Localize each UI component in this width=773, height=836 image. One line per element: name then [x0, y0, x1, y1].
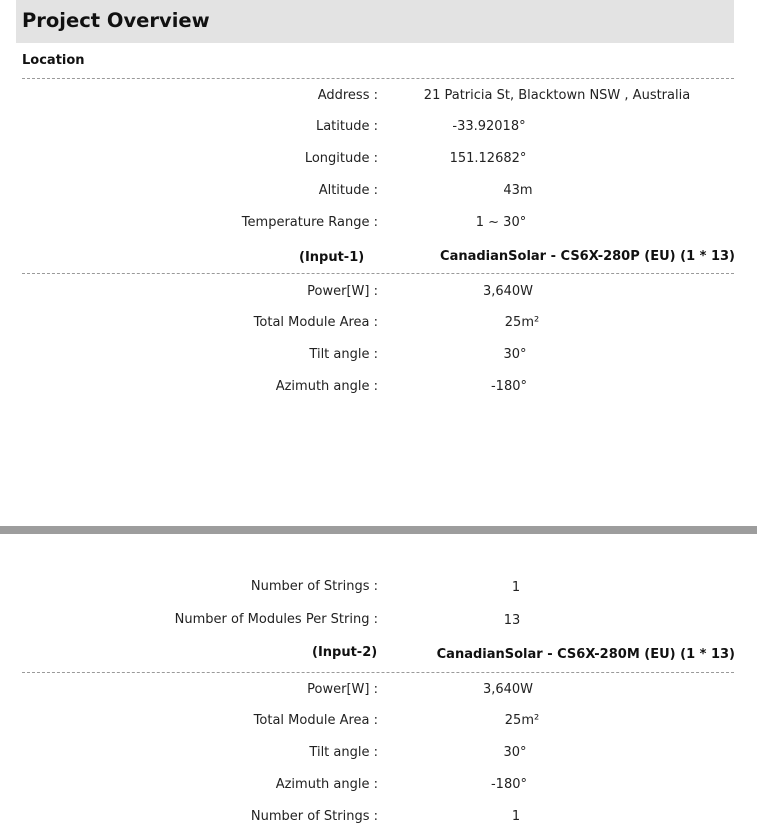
- temperature-range-value: 1 ~ 30°: [475, 215, 527, 230]
- input2-tilt-value: 30°: [503, 745, 527, 760]
- temperature-range-label: Temperature Range :: [241, 215, 378, 230]
- address-value: 21 Patricia St, Blacktown NSW , Australia: [423, 88, 691, 103]
- divider: [22, 672, 734, 673]
- altitude-value: 43m: [503, 183, 533, 198]
- input2-power-label: Power[W] :: [307, 682, 378, 697]
- input2-azimuth-label: Azimuth angle :: [275, 777, 378, 792]
- input2-strings-value: 1: [511, 809, 521, 824]
- address-label: Address :: [317, 88, 378, 103]
- page-break: [0, 526, 757, 534]
- divider: [22, 273, 734, 274]
- input1-heading: (Input-1): [299, 250, 365, 265]
- longitude-label: Longitude :: [304, 151, 378, 166]
- input1-power-label: Power[W] :: [307, 284, 378, 299]
- input2-azimuth-value: -180°: [490, 777, 528, 792]
- input2-tilt-label: Tilt angle :: [309, 745, 378, 760]
- input2-area-label: Total Module Area :: [253, 713, 378, 728]
- location-heading: Location: [22, 53, 85, 68]
- divider: [22, 78, 734, 79]
- input2-area-value: 25m²: [504, 713, 540, 728]
- input2-model: CanadianSolar - CS6X-280M (EU) (1 * 13): [436, 647, 735, 662]
- input1-strings-label: Number of Strings :: [250, 579, 378, 594]
- input1-tilt-value: 30°: [503, 347, 527, 362]
- title-bar: [16, 0, 734, 43]
- altitude-label: Altitude :: [318, 183, 378, 198]
- input1-area-value: 25m²: [504, 315, 540, 330]
- input1-tilt-label: Tilt angle :: [309, 347, 378, 362]
- input1-model: CanadianSolar - CS6X-280P (EU) (1 * 13): [440, 249, 735, 264]
- input1-azimuth-value: -180°: [490, 379, 528, 394]
- input2-strings-label: Number of Strings :: [250, 809, 378, 824]
- longitude-value: 151.12682°: [449, 151, 527, 166]
- page-title: Project Overview: [22, 9, 210, 32]
- latitude-label: Latitude :: [315, 119, 378, 134]
- input1-strings-value: 1: [511, 580, 521, 595]
- input2-power-value: 3,640W: [482, 682, 534, 697]
- input1-modules-per-string-label: Number of Modules Per String :: [174, 612, 378, 627]
- input1-power-value: 3,640W: [482, 284, 534, 299]
- input1-azimuth-label: Azimuth angle :: [275, 379, 378, 394]
- input1-area-label: Total Module Area :: [253, 315, 378, 330]
- input2-heading: (Input-2): [312, 645, 378, 660]
- latitude-value: -33.92018°: [452, 119, 526, 134]
- input1-modules-per-string-value: 13: [503, 613, 521, 628]
